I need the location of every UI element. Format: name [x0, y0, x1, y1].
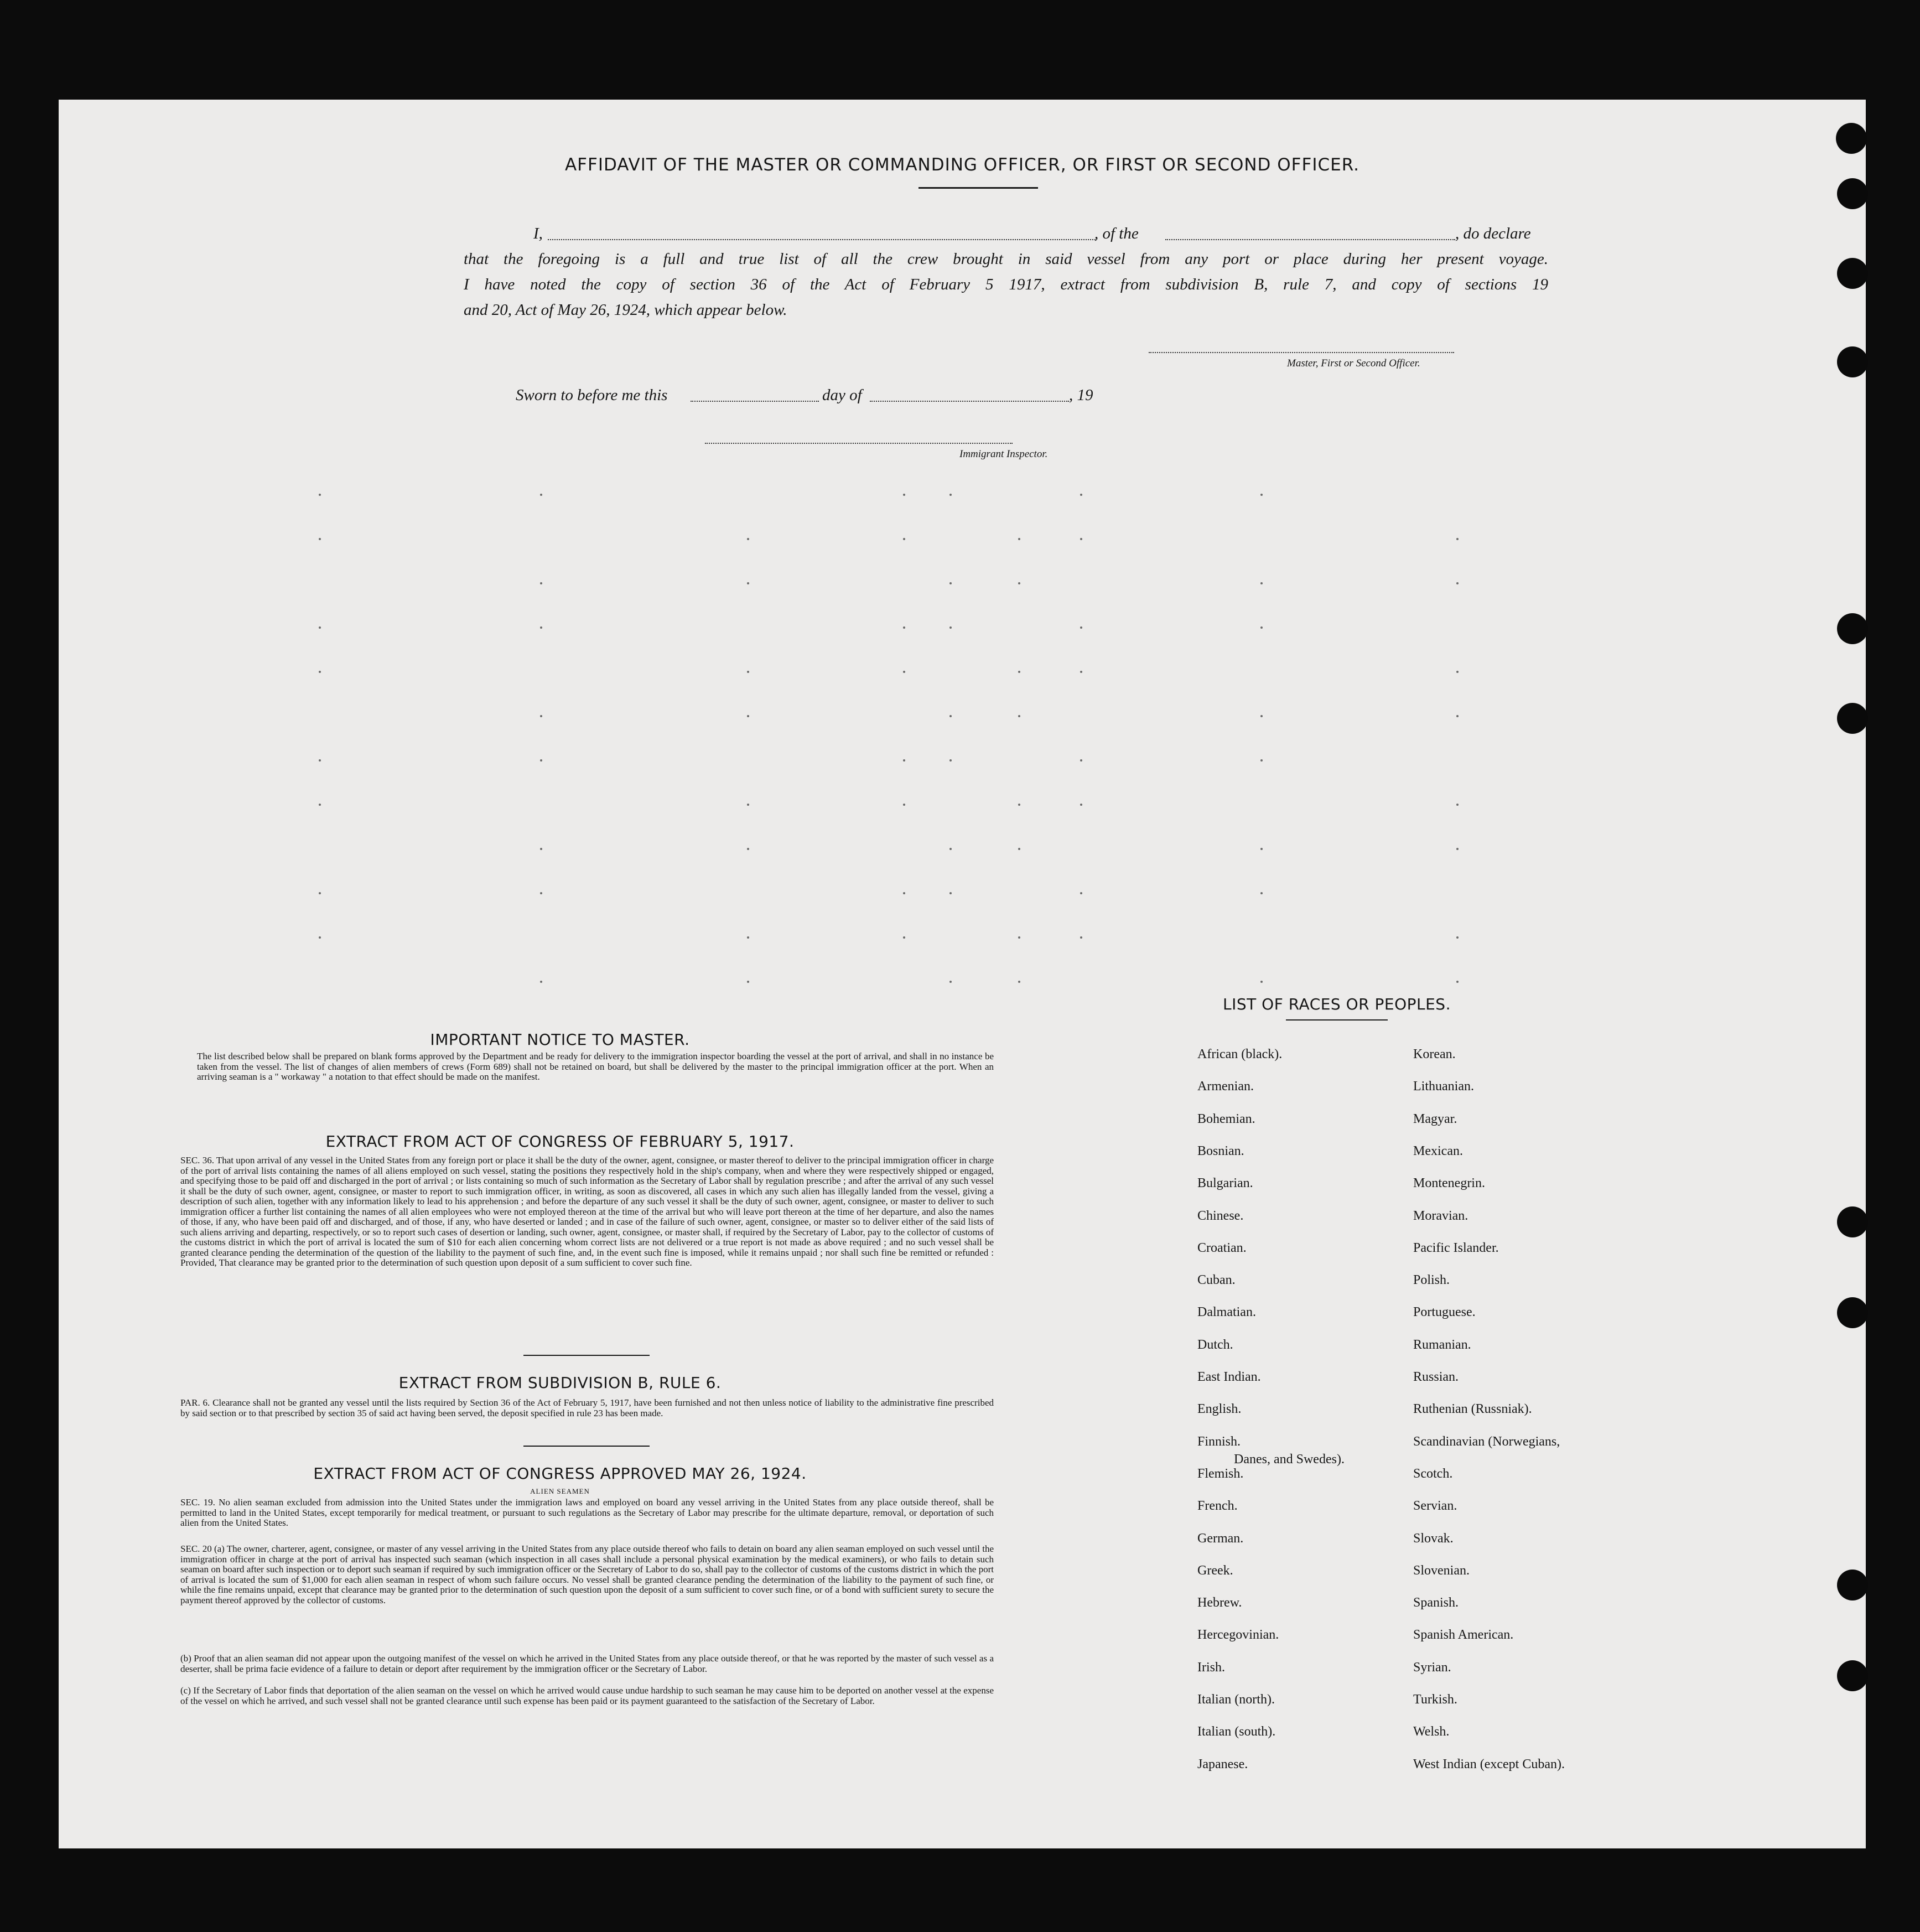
race-item: Russian.: [1413, 1370, 1459, 1384]
speck: [1080, 671, 1082, 673]
races-title: LIST OF RACES OR PEOPLES.: [1223, 995, 1451, 1013]
speck: [319, 494, 321, 496]
sworn-month-blank: [870, 401, 1069, 402]
race-item: Croatian.: [1197, 1240, 1247, 1255]
speck: [1018, 848, 1020, 850]
speck: [319, 538, 321, 540]
race-item: Italian (south).: [1197, 1724, 1276, 1739]
inspector-label: Immigrant Inspector.: [959, 448, 1048, 460]
race-item: Hebrew.: [1197, 1596, 1242, 1610]
race-item: Welsh.: [1413, 1724, 1450, 1739]
affidavit-line-4: and 20, Act of May 26, 1924, which appear below.: [464, 301, 787, 319]
sworn-text: Sworn to before me this: [516, 386, 668, 404]
race-item: Dalmatian.: [1197, 1305, 1256, 1320]
speck: [1018, 981, 1020, 983]
rule6-title: EXTRACT FROM SUBDIVISION B, RULE 6.: [398, 1374, 722, 1392]
race-item: Portuguese.: [1413, 1305, 1476, 1320]
speck: [747, 671, 749, 673]
extract-1917-text: SEC. 36. That upon arrival of any vessel in the United States from any foreign port or place it shall be the duty of the owner, agent, consignee, or master thereof to deliver to the principal immigration officer in charge of the port of arrival lists containing the names of all aliens employed on such vessel, stating the positions they respectively hold in the ship's company, when and where they were respectively shipped or engaged, and specifying those to be paid off and discharged in the port of arrival ; or lists containing so much of such information as the Secretary of Labor shall by regulation prescribe ; and after the arrival of any such vessel it shall be the duty of such owner, agent, consignee, or master to report to such immigration officer, in writing, as soon as discovered, all cases in which any such alien has illegally landed from the vessel, giving a description of such alien, together with any information likely to lead to his apprehension ; and before the departure of any such vessel it shall be the duty of such owner, agent, consignee, or master to deliver to such immigration officer a further list containing the names of all alien employees who were not employed thereon at the time of the arrival but who will leave port thereon at the time of her departure, and also the names of those, if any, who have been paid off and discharged, and of those, if any, who have deserted or landed ; and in case of the failure of such owner, agent, consignee, or master so to deliver either of the said lists of such aliens arriving and departing, respectively, or so to report such cases of desertion or landing, such owner, agent, consignee, or master shall, if required by the Secretary of Labor, pay to the collector of customs of the customs district in which the port of arrival is located the sum of $10 for each alien concerning whom correct lists are not delivered or a true report is not made as above required ; and no such vessel shall be granted clearance pending the determination of the question of the liability to the payment of such fine, and, in the event such fine is imposed, while it remains unpaid ; nor shall such fine be remitted or refunded : Provided, That clearance may be granted prior to the determination of such question upon deposit of a sum sufficient to cover such fine.: [180, 1155, 994, 1268]
speck: [319, 626, 321, 629]
race-item: Armenian.: [1197, 1079, 1254, 1094]
speck: [1456, 848, 1459, 850]
rule-1917: [523, 1355, 650, 1356]
race-item: Bohemian.: [1197, 1111, 1255, 1126]
race-item: Slovak.: [1413, 1531, 1454, 1546]
extract-1917-title: EXTRACT FROM ACT OF CONGRESS OF FEBRUARY 5, 1917.: [325, 1132, 795, 1151]
notice-text: The list described below shall be prepared on blank forms approved by the Department and be ready for delivery to the immigration inspector boarding the vessel at the port of arrival, and shall in no instance be taken from the vessel. The list of changes of alien members of crews (Form 689) shall not be retained on board, but shall be delivered by the master to the principal immigration officer at the port. When an arriving seaman is a " workaway " a notation to that effect should be made on the manifest.: [197, 1051, 994, 1082]
extract-1924-sec20c: (c) If the Secretary of Labor finds that deportation of the alien seaman on the vessel on which he arrived would cause undue hardship to such seaman he may cause him to be deported on another vessel at the expense of the vessel on which he arrived, and such vessel shall not be granted clearance until such expense has been paid or its payment guaranteed to the satisfaction of the Secretary of Labor.: [180, 1685, 994, 1706]
speck: [1456, 582, 1459, 584]
speck: [319, 936, 321, 939]
speck: [1080, 626, 1082, 629]
race-item: Pacific Islander.: [1413, 1240, 1499, 1255]
year-prefix: , 19: [1069, 386, 1093, 404]
race-item: Finnish.: [1197, 1434, 1241, 1449]
affidavit-title-rule: [919, 187, 1038, 189]
speck: [903, 626, 905, 629]
speck: [747, 538, 749, 540]
race-item: Dutch.: [1197, 1337, 1233, 1352]
affidavit-line-2: that the foregoing is a full and true list of all the crew brought in said vessel from any port or place during her present voyage.: [464, 250, 1548, 268]
sworn-day-blank: [691, 401, 819, 402]
speck: [319, 892, 321, 894]
extract-1924-subtitle: ALIEN SEAMEN: [530, 1487, 590, 1495]
speck: [540, 892, 542, 894]
speck: [1456, 671, 1459, 673]
speck: [1080, 936, 1082, 939]
vessel-blank: [1165, 239, 1455, 240]
race-item: Slovenian.: [1413, 1563, 1470, 1578]
speck: [903, 671, 905, 673]
affidavit-declare: , do declare: [1455, 225, 1531, 242]
punch-hole: [1837, 703, 1868, 734]
speck: [747, 848, 749, 850]
speck: [747, 715, 749, 717]
race-item: Mexican.: [1413, 1143, 1463, 1158]
race-item: Polish.: [1413, 1273, 1450, 1288]
speck: [1080, 494, 1082, 496]
speck: [319, 804, 321, 806]
punch-hole: [1837, 1570, 1868, 1600]
race-item: Irish.: [1197, 1660, 1225, 1675]
speck: [1260, 626, 1263, 629]
speck: [1260, 892, 1263, 894]
speck: [1260, 981, 1263, 983]
speck: [1456, 804, 1459, 806]
rule6-text: PAR. 6. Clearance shall not be granted any vessel until the lists required by Section 36 of the Act of February 5, 1917, have been furnished and not then unless notice of liability to the administrative fine prescribed by said section or to that prescribed by section 35 of said act having been served, the deposit specified in rule 23 has been made.: [180, 1397, 994, 1418]
extract-1924-sec20a: SEC. 20 (a) The owner, charterer, agent, consignee, or master of any vessel arriving in the United States from any place outside thereof who fails to detain on board any alien seaman employed on such vessel until the immigration officer in charge at the port of arrival has inspected such seaman (which inspection in all cases shall include a personal physical examination by the medical examiners), or who fails to detain such seaman on board after such inspection or to deport such seaman if required by such immigration officer or the Secretary of Labor to do so, shall pay to the collector of customs of the customs district in which the port of arrival is located the sum of $1,000 for each alien seaman in respect of whom such failure occurs. No vessel shall be granted clearance pending the determination of the liability to the payment of such fine, or while the fine remains unpaid, except that clearance may be granted prior to the determination of such question upon the deposit of a sum sufficient to cover such fine, or of a bond with sufficient surety to secure the payment thereof approved by the collector of customs.: [180, 1543, 994, 1605]
speck: [949, 848, 952, 850]
race-item: German.: [1197, 1531, 1244, 1546]
punch-hole: [1837, 1297, 1868, 1328]
rule-rule6: [523, 1446, 650, 1447]
speck: [540, 582, 542, 584]
speck: [949, 715, 952, 717]
race-item: Lithuanian.: [1413, 1079, 1474, 1094]
race-item: Bulgarian.: [1197, 1176, 1253, 1191]
speck: [903, 494, 905, 496]
speck: [1080, 892, 1082, 894]
master-label: Master, First or Second Officer.: [1287, 358, 1420, 369]
speck: [1260, 848, 1263, 850]
speck: [1018, 804, 1020, 806]
race-item: Scotch.: [1413, 1466, 1453, 1481]
speck: [1260, 715, 1263, 717]
race-item: Spanish.: [1413, 1596, 1459, 1610]
speck: [1456, 538, 1459, 540]
speck: [1018, 715, 1020, 717]
day-of-text: day of: [822, 386, 862, 404]
race-item: Magyar.: [1413, 1111, 1457, 1126]
speck: [1456, 936, 1459, 939]
race-item: French.: [1197, 1499, 1238, 1514]
punch-hole: [1837, 258, 1868, 289]
race-item: Korean.: [1413, 1047, 1456, 1061]
speck: [1018, 582, 1020, 584]
race-item: Scandinavian (Norwegians,: [1413, 1434, 1560, 1449]
punch-hole: [1837, 1660, 1868, 1691]
races-title-rule: [1286, 1019, 1388, 1021]
speck: [1456, 715, 1459, 717]
race-item: Greek.: [1197, 1563, 1233, 1578]
speck: [1018, 671, 1020, 673]
speck: [949, 582, 952, 584]
affidavit-title: AFFIDAVIT OF THE MASTER OR COMMANDING OFFICER, OR FIRST OR SECOND OFFICER.: [564, 155, 1360, 175]
race-item: English.: [1197, 1402, 1242, 1417]
speck: [747, 582, 749, 584]
race-item: Servian.: [1413, 1499, 1457, 1514]
punch-hole: [1837, 1206, 1868, 1237]
affidavit-line-3: I have noted the copy of section 36 of the Act of February 5 1917, extract from subdivision B, rule 7, and copy of sections 19: [464, 276, 1548, 293]
race-item: African (black).: [1197, 1047, 1283, 1061]
speck: [319, 759, 321, 762]
speck: [1260, 494, 1263, 496]
speck: [747, 804, 749, 806]
race-item: West Indian (except Cuban).: [1413, 1757, 1565, 1772]
speck: [540, 759, 542, 762]
punch-hole: [1836, 123, 1867, 154]
affidavit-i: I,: [533, 225, 543, 242]
document-page: [59, 100, 1866, 1848]
race-item: Hercegovinian.: [1197, 1628, 1279, 1643]
speck: [540, 981, 542, 983]
notice-title: IMPORTANT NOTICE TO MASTER.: [430, 1030, 690, 1049]
speck: [949, 981, 952, 983]
speck: [747, 936, 749, 939]
speck: [1018, 936, 1020, 939]
speck: [903, 936, 905, 939]
race-item: Rumanian.: [1413, 1337, 1471, 1352]
inspector-signature-line: [705, 443, 1013, 444]
speck: [747, 981, 749, 983]
speck: [540, 626, 542, 629]
affidavit-of-the: , of the: [1094, 225, 1139, 242]
name-blank: [548, 239, 1096, 240]
speck: [1260, 582, 1263, 584]
speck: [949, 892, 952, 894]
race-item: Moravian.: [1413, 1208, 1468, 1223]
race-item: Flemish.: [1197, 1466, 1244, 1481]
speck: [903, 538, 905, 540]
speck: [903, 892, 905, 894]
extract-1924-sec20b: (b) Proof that an alien seaman did not appear upon the outgoing manifest of the vessel on which he arrived in the United States from any place outside thereof, or that he was reported by the master of such vessel as a deserter, shall be prima facie evidence of a failure to detain or deport after requirement by the immigration officer or the Secretary of Labor.: [180, 1653, 994, 1674]
speck: [1080, 759, 1082, 762]
race-item: Syrian.: [1413, 1660, 1451, 1675]
speck: [540, 494, 542, 496]
speck: [949, 626, 952, 629]
punch-hole: [1837, 613, 1868, 644]
race-item: Chinese.: [1197, 1208, 1244, 1223]
speck: [319, 671, 321, 673]
race-item: Japanese.: [1197, 1757, 1248, 1772]
extract-1924-sec19: SEC. 19. No alien seaman excluded from admission into the United States under the immigration laws and employed on board any vessel arriving in the United States from any place outside thereof, shall be permitted to land in the United States, except temporarily for medical treatment, or pursuant to such regulations as the Secretary of Labor may prescribe for the ultimate departure, removal, or deportation of such alien from the United States.: [180, 1497, 994, 1528]
speck: [540, 715, 542, 717]
race-item: Spanish American.: [1413, 1628, 1514, 1643]
race-item: Cuban.: [1197, 1273, 1236, 1288]
race-item: Bosnian.: [1197, 1143, 1244, 1158]
race-item: Ruthenian (Russniak).: [1413, 1402, 1532, 1417]
speck: [949, 494, 952, 496]
punch-hole: [1837, 346, 1868, 377]
race-item: East Indian.: [1197, 1370, 1261, 1384]
race-item: Montenegrin.: [1413, 1176, 1485, 1191]
race-scandinavian-cont: Danes, and Swedes).: [1234, 1452, 1345, 1467]
speck: [1260, 759, 1263, 762]
race-item: Turkish.: [1413, 1692, 1457, 1707]
speck: [1080, 804, 1082, 806]
master-signature-line: [1149, 352, 1454, 353]
race-item: Italian (north).: [1197, 1692, 1275, 1707]
speck: [540, 848, 542, 850]
punch-hole: [1837, 178, 1868, 209]
speck: [903, 804, 905, 806]
speck: [1018, 538, 1020, 540]
extract-1924-title: EXTRACT FROM ACT OF CONGRESS APPROVED MAY 26, 1924.: [313, 1464, 807, 1483]
speck: [949, 759, 952, 762]
speck: [1456, 981, 1459, 983]
speck: [1080, 538, 1082, 540]
speck: [903, 759, 905, 762]
